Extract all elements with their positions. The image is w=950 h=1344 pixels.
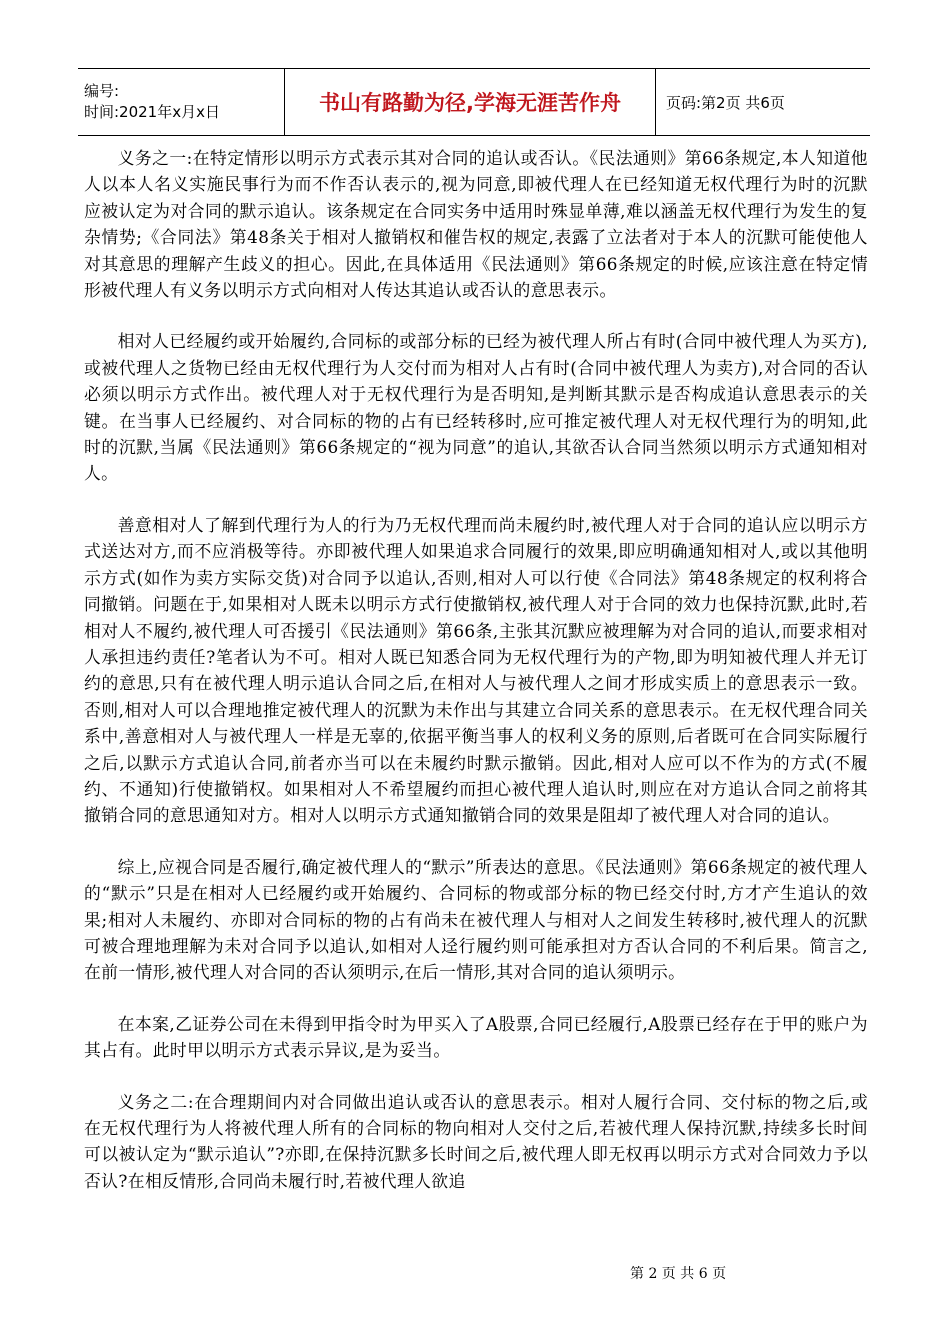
- document-number-label: 编号:: [84, 82, 120, 100]
- paragraph: 相对人已经履约或开始履约,合同标的或部分标的已经为被代理人所占有时(合同中被代理人为买方),或被代理人之货物已经由无权代理行为人交付而为相对人占有时(合同中被代理人为卖方),对合同的否认必须以明示方式作出。被代理人对于无权代理行为是否明知,是判断其默示是否构成追认意思表示的关键。在当事人已经履约、对合同标的物的占有已经转移时,应可推定被代理人对无权代理行为的明知,此时的沉默,当属《民法通则》第66条规定的“视为同意”的追认,其欲否认合同当然须以明示方式通知相对人。: [84, 331, 868, 484]
- page-footer: 第 2 页 共 6 页: [630, 1266, 727, 1282]
- document-body: [84, 145, 868, 1219]
- document-time-label: 时间:2021年x月x日: [84, 103, 220, 121]
- paragraph: 在本案,乙证券公司在未得到甲指令时为甲买入了A股票,合同已经履行,A股票已经存在于甲的账户为其占有。此时甲以明示方式表示异议,是为妥当。: [84, 1013, 868, 1061]
- paragraph: 善意相对人了解到代理行为人的行为乃无权代理而尚未履约时,被代理人对于合同的追认应以明示方式送达对方,而不应消极等待。亦即被代理人如果追求合同履行的效果,即应明确通知相对人,或以其他明示方式(如作为卖方实际交货)对合同予以追认,否则,相对人可以行使《合同法》第48条规定的权利将合同撤销。问题在于,如果相对人既未以明示方式行使撤销权,被代理人对于合同的效力也保持沉默,此时,若相对人不履约,被代理人可否援引《民法通则》第66条,主张其沉默应被理解为对合同的追认,而要求相对人承担违约责任?笔者认为不可。相对人既已知悉合同为无权代理行为的产物,即为明知被代理人并无订约的意思,只有在被代理人明示追认合同之后,在相对人与被代理人之间才形成实质上的意思表示一致。否则,相对人可以合理地推定被代理人的沉默为未作出与其建立合同关系的意思表示。在无权代理合同关系中,善意相对人与被代理人一样是无辜的,依据平衡当事人的权利义务的原则,后者既可在合同实际履行之后,以默示方式追认合同,前者亦当可以在未履约时默示撤销。因此,相对人应可以不作为的方式(不履约、不通知)行使撤销权。如果相对人不希望履约而担心被代理人追认时,则应在对方追认合同之前将其撤销合同的意思通知对方。相对人以明示方式通知撤销合同的效果是阻却了被代理人对合同的追认。: [84, 514, 868, 826]
- paragraph: 综上,应视合同是否履行,确定被代理人的“默示”所表达的意思。《民法通则》第66条规定的被代理人的“默示”只是在相对人已经履约或开始履约、合同标的物或部分标的物已经交付时,方才产生追认的效果;相对人未履约、亦即对合同标的物的占有尚未在被代理人与相对人之间发生转移时,被代理人的沉默可被合理地理解为未对合同予以追认,如相对人迳行履约则可能承担对方否认合同的不利后果。简言之,在前一情形,被代理人对合同的否认须明示,在后一情形,其对合同的追认须明示。: [84, 856, 868, 983]
- header-left-cell: [78, 69, 285, 136]
- paragraph: 义务之二:在合理期间内对合同做出追认或否认的意思表示。相对人履行合同、交付标的物之后,或在无权代理行为人将被代理人所有的合同标的物向相对人交付之后,若被代理人保持沉默,持续多长时间可以被认定为“默示追认”?亦即,在保持沉默多长时间之后,被代理人即无权再以明示方式对合同效力予以否认?在相反情形,合同尚未履行时,若被代理人欲追: [84, 1091, 868, 1191]
- paragraph: 义务之一:在特定情形以明示方式表示其对合同的追认或否认。《民法通则》第66条规定,本人知道他人以本人名义实施民事行为而不作否认表示的,视为同意,即被代理人在已经知道无权代理行为时的沉默应被认定为对合同的默示追认。该条规定在合同实务中适用时殊显单薄,难以涵盖无权代理行为发生的复杂情势;《合同法》第48条关于相对人撤销权和催告权的规定,表露了立法者对于本人的沉默可能使他人对其意思的理解产生歧义的担心。因此,在具体适用《民法通则》第66条规定的时候,应该注意在特定情形被代理人有义务以明示方式向相对人传达其追认或否认的意思表示。: [84, 148, 868, 301]
- page-header: [78, 68, 870, 136]
- header-page-info: 页码:第2页 共6页: [656, 69, 871, 136]
- header-motto: 书山有路勤为径,学海无涯苦作舟: [285, 69, 656, 136]
